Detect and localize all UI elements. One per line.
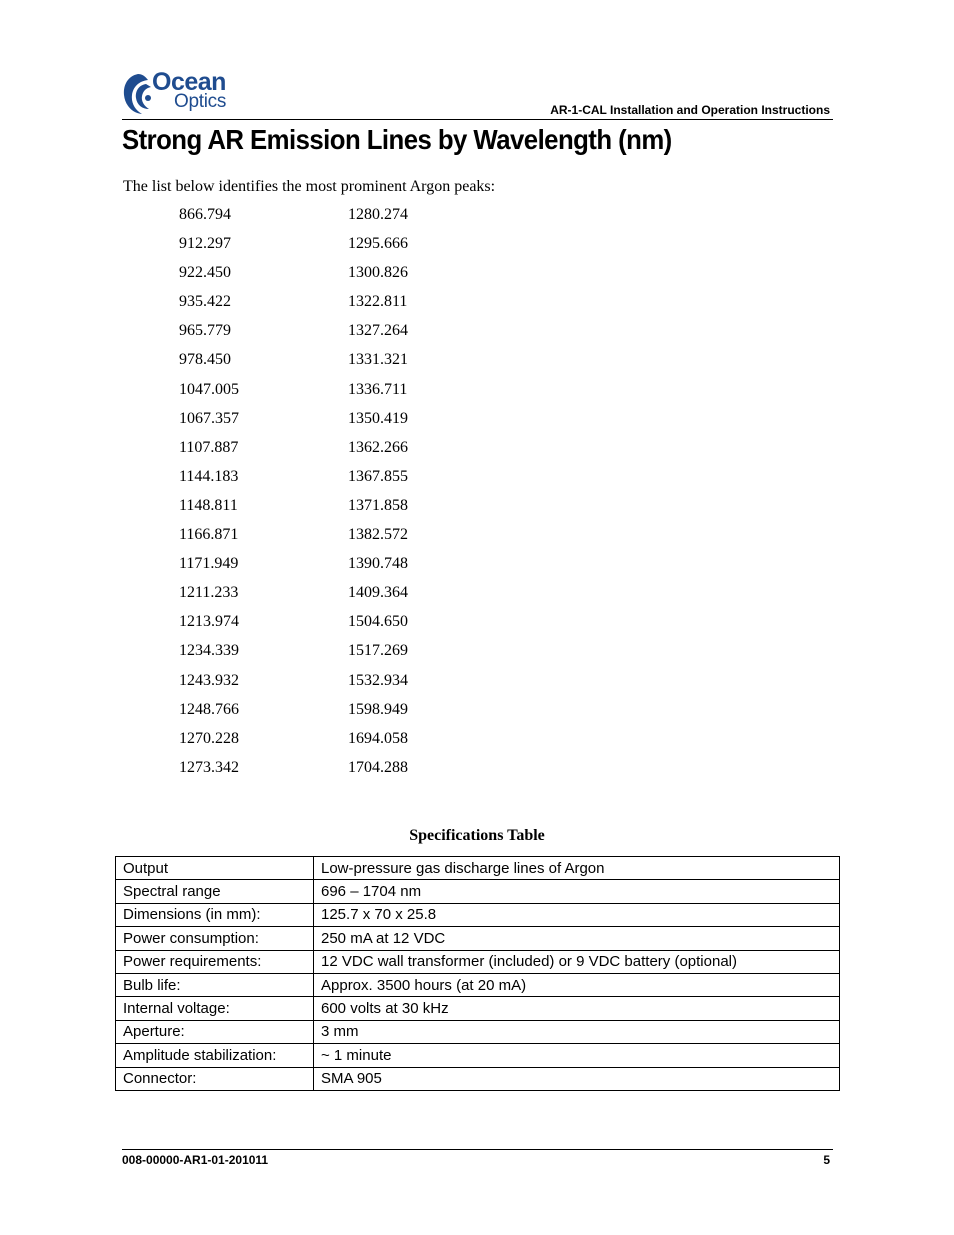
spec-value: Low-pressure gas discharge lines of Argon bbox=[314, 857, 840, 880]
peak-wavelength: 1327.264 bbox=[348, 322, 408, 340]
peak-wavelength: 1694.058 bbox=[348, 729, 408, 747]
peak-wavelength: 1336.711 bbox=[348, 380, 408, 398]
spec-row bbox=[116, 973, 840, 996]
logo-word-optics: Optics bbox=[174, 91, 227, 112]
spec-value: Approx. 3500 hours (at 20 mA) bbox=[314, 973, 840, 996]
ocean-optics-logo bbox=[122, 70, 240, 118]
peak-wavelength: 1213.974 bbox=[179, 613, 239, 631]
spec-value: 3 mm bbox=[314, 1020, 840, 1043]
peak-wavelength: 1211.233 bbox=[179, 584, 239, 602]
peak-wavelength: 912.297 bbox=[179, 235, 231, 253]
peak-wavelength: 1504.650 bbox=[348, 613, 408, 631]
spec-row bbox=[116, 880, 840, 903]
spec-label: Output bbox=[116, 857, 314, 880]
peak-wavelength: 935.422 bbox=[179, 293, 231, 311]
spec-label: Amplitude stabilization: bbox=[116, 1044, 314, 1067]
spec-label: Bulb life: bbox=[116, 973, 314, 996]
peak-wavelength: 1148.811 bbox=[179, 496, 238, 514]
peak-wavelength: 1171.949 bbox=[179, 555, 239, 573]
spec-value: ~ 1 minute bbox=[314, 1044, 840, 1067]
spec-value: SMA 905 bbox=[314, 1067, 840, 1090]
peak-wavelength: 1598.949 bbox=[348, 700, 408, 718]
intro-paragraph: The list below identifies the most prominent Argon peaks: bbox=[123, 178, 496, 195]
spec-row bbox=[116, 1067, 840, 1090]
peak-wavelength: 1295.666 bbox=[348, 235, 408, 253]
footer-divider bbox=[122, 1149, 833, 1150]
page-title: Strong AR Emission Lines by Wavelength (nm) bbox=[122, 124, 672, 155]
peak-wavelength: 1273.342 bbox=[179, 758, 239, 776]
peak-wavelength: 1371.858 bbox=[348, 496, 408, 514]
peak-wavelength: 1367.855 bbox=[348, 467, 408, 485]
peak-wavelength: 1409.364 bbox=[348, 584, 408, 602]
logo-swirl-icon bbox=[122, 72, 154, 116]
spec-row bbox=[116, 1044, 840, 1067]
spec-value: 125.7 x 70 x 25.8 bbox=[314, 903, 840, 926]
peak-wavelength: 1390.748 bbox=[348, 555, 408, 573]
spec-row bbox=[116, 857, 840, 880]
peak-wavelength: 1517.269 bbox=[348, 642, 408, 660]
spec-row bbox=[116, 927, 840, 950]
peak-wavelength: 1362.266 bbox=[348, 438, 408, 456]
spec-label: Aperture: bbox=[116, 1020, 314, 1043]
specifications-table bbox=[115, 856, 840, 1091]
peak-wavelength: 1067.357 bbox=[179, 409, 239, 427]
peak-wavelength: 1300.826 bbox=[348, 264, 408, 282]
spec-row bbox=[116, 903, 840, 926]
peak-wavelength: 1248.766 bbox=[179, 700, 239, 718]
spec-label: Spectral range bbox=[116, 880, 314, 903]
peak-wavelength: 1350.419 bbox=[348, 409, 408, 427]
peak-wavelength: 1704.288 bbox=[348, 758, 408, 776]
peak-wavelength: 1331.321 bbox=[348, 351, 408, 369]
spec-row bbox=[116, 1020, 840, 1043]
document-number: 008-00000-AR1-01-201011 bbox=[122, 1153, 269, 1167]
spec-row bbox=[116, 950, 840, 973]
running-header: AR-1-CAL Installation and Operation Instructions bbox=[550, 103, 830, 117]
peak-wavelength: 1322.811 bbox=[348, 293, 408, 311]
peak-wavelength: 978.450 bbox=[179, 351, 231, 369]
peak-wavelength: 1243.932 bbox=[179, 671, 239, 689]
spec-value: 250 mA at 12 VDC bbox=[314, 927, 840, 950]
peak-wavelength: 965.779 bbox=[179, 322, 231, 340]
spec-label: Power consumption: bbox=[116, 927, 314, 950]
spec-label: Power requirements: bbox=[116, 950, 314, 973]
peak-wavelength: 1107.887 bbox=[179, 438, 239, 456]
peak-wavelength: 1382.572 bbox=[348, 526, 408, 544]
header-divider bbox=[122, 119, 833, 120]
peak-wavelength: 1144.183 bbox=[179, 467, 239, 485]
peak-wavelength: 1532.934 bbox=[348, 671, 408, 689]
peak-wavelength: 1166.871 bbox=[179, 526, 239, 544]
spec-table-caption: Specifications Table bbox=[409, 827, 545, 844]
spec-label: Connector: bbox=[116, 1067, 314, 1090]
peak-wavelength: 922.450 bbox=[179, 264, 231, 282]
spec-label: Dimensions (in mm): bbox=[116, 903, 314, 926]
page-number: 5 bbox=[823, 1153, 830, 1167]
spec-label: Internal voltage: bbox=[116, 997, 314, 1020]
spec-value: 696 – 1704 nm bbox=[314, 880, 840, 903]
spec-value: 12 VDC wall transformer (included) or 9 VDC battery (optional) bbox=[314, 950, 840, 973]
peak-wavelength: 1047.005 bbox=[179, 380, 239, 398]
peak-wavelength: 866.794 bbox=[179, 206, 231, 223]
peak-wavelength: 1234.339 bbox=[179, 642, 239, 660]
peak-wavelength: 1280.274 bbox=[348, 206, 408, 223]
spec-row bbox=[116, 997, 840, 1020]
spec-value: 600 volts at 30 kHz bbox=[314, 997, 840, 1020]
peak-wavelength: 1270.228 bbox=[179, 729, 239, 747]
logo-word-ocean: Ocean bbox=[152, 68, 226, 96]
